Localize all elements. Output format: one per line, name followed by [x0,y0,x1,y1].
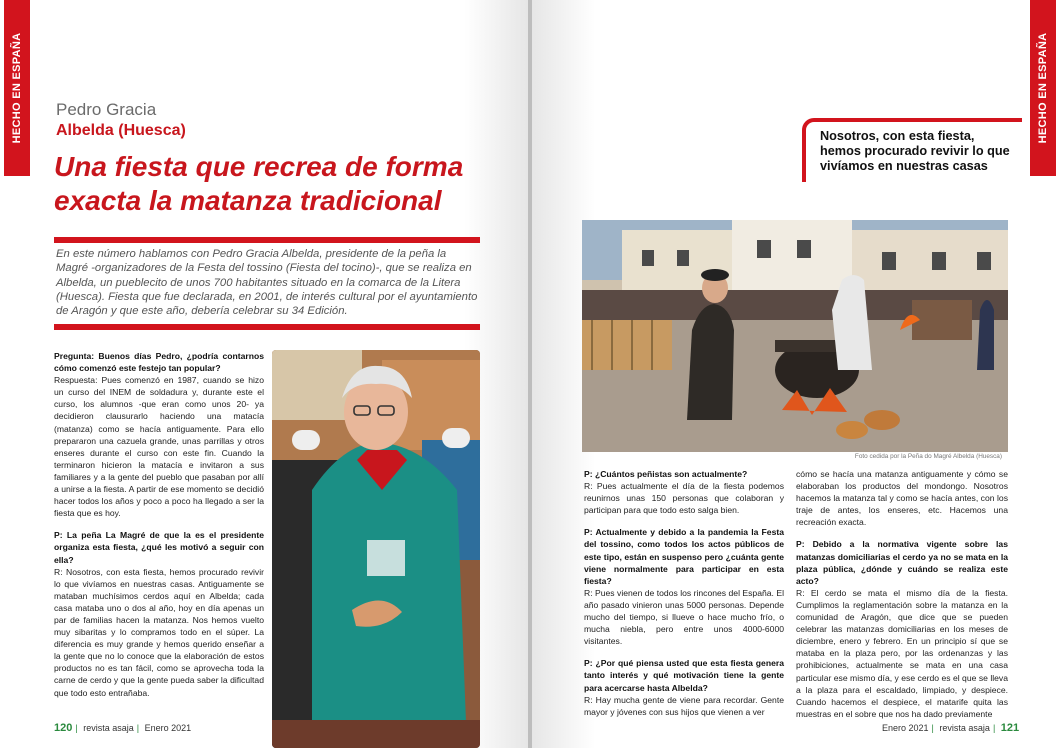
festival-photo [582,220,1008,452]
question-2: P: La peña La Magré de que la es el presidente organiza esta fiesta, ¿qué les motivó a seguir con ella? [54,530,264,565]
answer-3: R: Pues actualmente el día de la fiesta podemos reunirnos unas 150 personas que colaboran y participan para que todo esto salga bien. [584,481,784,516]
portrait-photo [272,350,480,748]
article-headline: Una fiesta que recrea de forma exacta la matanza tradicional [54,151,464,216]
answer-2: R: Nosotros, con esta fiesta, hemos procurado revivir lo que vivíamos en nuestras casas. Antiguamente se mataban muchísimos cerdos aquí en Albelda; cada casa mataba uno o dos al año, hoy en día apenas un par de familias hacen la matanza. Nos hemos vuelto muy sibaritas y lo compramos todo en el súper. La diferencia es muy grande y hemos querido enseñar a la gente que no lo conoce que la elaboración de estos productos no es tan fácil, como se aprovecha toda la carne de cerdo y que la gente pueda saber la dificultad que todo esto entrañaba. [54,566,264,698]
photo-credit: Foto cedida por la Peña do Magré Albelda (Huesca) [854,453,1002,460]
pull-quote: Nosotros, con esta fiesta, hemos procurado revivir lo que vivíamos en nuestras casas [802,118,1022,182]
question-4: P: Actualmente y debido a la pandemia la Festa del tossino, como todos los actos públicos de este tipo, están en suspenso pero ¿cuánta gente viene normalmente para participar en esta fiesta? [584,527,784,586]
footer-right: Enero 2021 | revista asaja | 121 [882,722,1020,734]
magazine-name: revista asaja [83,723,134,733]
footer-left: 120 | revista asaja | Enero 2021 [54,722,192,734]
section-tab-left [4,0,30,176]
question-1: Pregunta: Buenos días Pedro, ¿podría contarnos cómo comenzó este festejo tan popular? [54,351,264,374]
issue-date: Enero 2021 [882,723,929,733]
right-text-column-2 [796,468,1008,730]
question-6: P: Debido a la normativa vigente sobre las matanzas domiciliarias el cerdo ya no se mata en la plaza pública, ¿dónde y cuándo se realiza este acto? [796,539,1008,586]
section-tab-right [1030,0,1056,176]
answer-6: R: El cerdo se mata el mismo día de la fiesta. Cumplimos la reglamentación sobre la matanza en la comunidad de Aragón, que dice que se pueden celebrar las matanzas domiciliarias en los meses de diciembre, enero y febrero. En un principio sí que se mataba en la plaza pero, por las ordenanzas y las prohibiciones, actualmente se mata en una casa particular ese mismo día, y ese cerdo es el que se lleva a la plaza para el escaldado, limpiado, y despiece. Cuando hacemos el despiece, el matarife quita las muestras en el sobre que nos ha dado previamente [796,587,1008,719]
question-3: P: ¿Cuántos peñistas son actualmente? [584,469,748,479]
answer-4: R: Pues vienen de todos los rincones del España. El año pasado vinieron unas 5000 personas. Depende mucho del tiempo, si llueve o hace mucho frío, o mucha niebla, pero entre unos 4000-6000 visitantes. [584,587,784,647]
magazine-name: revista asaja [939,723,990,733]
intro-bottom-rule [54,324,480,330]
right-page [532,0,1060,748]
page-number: 120 [54,722,73,734]
answer-5: R: Hay mucha gente de viene para recordar. Gente mayor y jóvenes con sus hijos que vienen a ver [584,694,784,717]
left-page [0,0,528,748]
answer-5-continued: cómo se hacía una matanza antiguamente y cómo se elaboraban los productos del mondongo. Nosotros hacemos la matanza tal y como se hacía antes, con los traje de antes, los enseres, etc. Hacemos una recreación exacta. [796,469,1008,528]
right-text-column-1 [584,468,784,728]
article-location: Albelda (Huesca) [56,122,186,139]
page-number: 121 [1000,722,1020,734]
issue-date: Enero 2021 [144,723,192,733]
question-5: P: ¿Por qué piensa usted que esta fiesta genera tanto interés y qué motivación tiene la gente para acercarse hasta Albelda? [584,658,784,693]
left-text-column [54,350,264,709]
section-tab-label: HECHO EN ESPAÑA [1037,32,1049,144]
author-name: Pedro Gracia [56,100,157,119]
answer-1: Respuesta: Pues comenzó en 1987, cuando se hizo un curso del INEM de soldadura y, durante este el curso, los alumnos -que eran como unos 20- ya decidieron clausurarlo haciendo una matacía (matanza) como se hacía antiguamente. Para ello prepararon una cazuela grande, unas parrillas y otros enseres durante el curso con este fin. Cuando la terminaron hicieron la matacía e invitaron a sus familiares y a la gente del pueblo que pasaban por allí a unirse a la fiesta. A partir de ese momento se decidió hacer todos los años y poco a poco ha llegado a ser la fiesta que es hoy. [54,375,264,519]
section-tab-label: HECHO EN ESPAÑA [11,32,23,144]
intro-top-rule [54,237,480,243]
article-intro: En este número hablamos con Pedro Gracia Albelda, presidente de la peña la Magré -organizadores de la Festa del tossino (Fiesta del tocino)-, que se realiza en Albelda, un pueblecito de unos 700 habitantes situado en la comarca de la Litera (Huesca). Fiesta que fue declarada, en 2001, de interés cultural por el ayuntamiento de Aragón y que este año, debería celebrar su 34 Edición. [56,248,478,318]
